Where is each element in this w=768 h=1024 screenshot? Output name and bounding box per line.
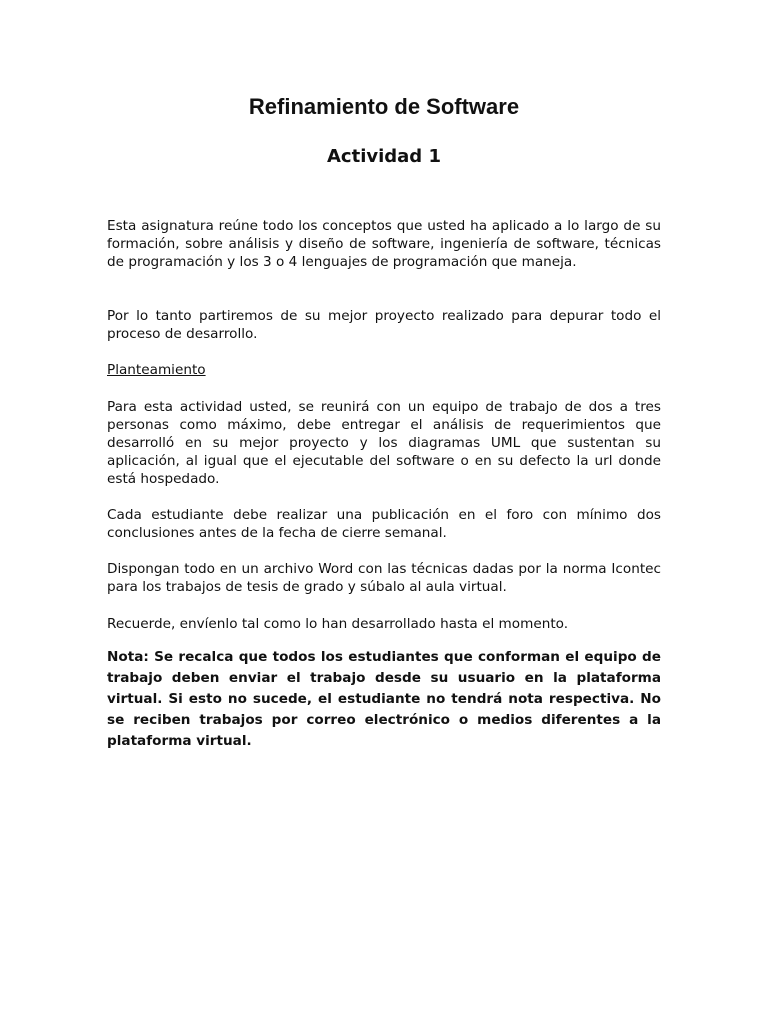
body-paragraph-2: Cada estudiante debe realizar una publicación en el foro con mínimo dos conclusiones antes de la fecha de cierre semanal. bbox=[107, 507, 661, 541]
body-paragraph-3: Dispongan todo en un archivo Word con las técnicas dadas por la norma Icontec para los trabajos de tesis de grado y súbalo al aula virtual. bbox=[107, 561, 661, 595]
section-heading: Planteamiento bbox=[107, 362, 206, 378]
note-paragraph: Nota: Se recalca que todos los estudiantes que conforman el equipo de trabajo deben enviar el trabajo desde su usuario en la plataforma virtual. Si esto no sucede, el estudiante no tendrá nota respectiva. No se reciben trabajos por correo electrónico o medios diferentes a la plataforma virtual. bbox=[107, 649, 661, 749]
body-paragraph-1: Para esta actividad usted, se reunirá con un equipo de trabajo de dos a tres personas como máximo, debe entregar el análisis de requerimientos que desarrolló en su mejor proyecto y los diagramas UML que sustentan su aplicación, al igual que el ejecutable del software o en su defecto la url donde está hospedado. bbox=[107, 399, 661, 487]
document-title: Refinamiento de Software bbox=[248, 94, 520, 119]
intro-paragraph-2: Por lo tanto partiremos de su mejor proyecto realizado para depurar todo el proceso de desarrollo. bbox=[107, 308, 661, 342]
intro-paragraph: Esta asignatura reúne todo los conceptos que usted ha aplicado a lo largo de su formación, sobre análisis y diseño de software, ingeniería de software, técnicas de programación y los 3 o 4 lenguajes de programación que maneja. bbox=[107, 218, 661, 270]
body-paragraph-4: Recuerde, envíenlo tal como lo han desarrollado hasta el momento. bbox=[107, 616, 569, 632]
document-subtitle: Actividad 1 bbox=[327, 146, 441, 167]
